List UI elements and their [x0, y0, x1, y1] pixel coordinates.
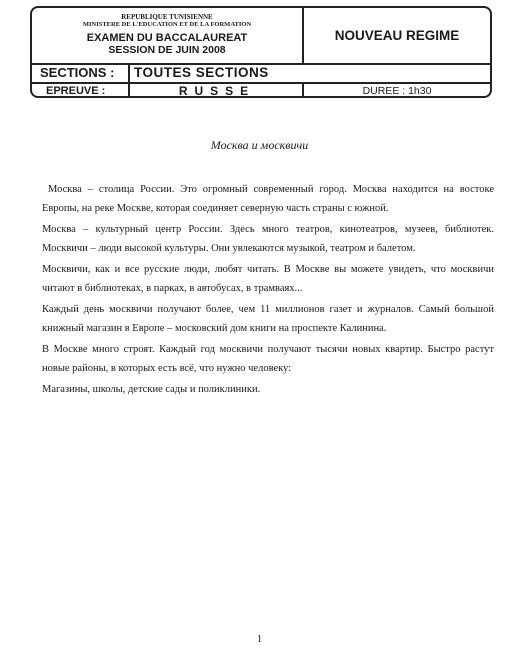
- exam-header-box: [30, 6, 492, 98]
- sections-label: SECTIONS :: [32, 63, 130, 82]
- epreuve-row: [32, 84, 490, 98]
- sections-row: [32, 63, 490, 84]
- epreuve-label: EPREUVE :: [32, 84, 130, 98]
- paragraph: Москва – столица России. Это огромный современный город. Москва находится на востоке Европы, на реке Москве, которая соединяет северную часть страны с южной.: [42, 184, 494, 214]
- sections-value: TOUTES SECTIONS: [134, 65, 269, 80]
- header-top-row: [32, 8, 490, 65]
- paragraph: Москвичи, как и все русские люди, любят читать. В Москве вы можете увидеть, что москвичи читают в библиотеках, в парках, в автобусах, в трамваях...: [42, 264, 494, 294]
- text-title: Москва и москвичи: [210, 138, 309, 152]
- page-number: 1: [256, 634, 263, 645]
- regime-label: NOUVEAU REGIME: [334, 28, 460, 43]
- paragraph: В Москве много строят. Каждый год москвичи получают тысячи новых квартир. Быстро растут новые районы, в которых есть всё, что нужно человеку:: [42, 344, 494, 374]
- institution-block: [32, 8, 304, 63]
- epreuve-value: RUSSE: [132, 84, 304, 98]
- reading-text: [42, 181, 494, 403]
- session-label: SESSION DE JUIN 2008: [108, 44, 226, 56]
- exam-label: EXAMEN DU BACCALAUREAT: [86, 32, 248, 44]
- paragraph: Магазины, школы, детские сады и поликлиники.: [42, 384, 261, 395]
- paragraph: Москва – культурный центр России. Здесь много театров, кинотеатров, музеев, библиотек. Москвичи – люди высокой культуры. Они увлекаются музыкой, театром и балетом.: [42, 224, 494, 254]
- republic-label: REPUBLIQUE TUNISIENNE: [121, 13, 213, 21]
- duration-label: DUREE : 1h30: [362, 85, 432, 97]
- paragraph: Каждый день москвичи получают более, чем 11 миллионов газет и журналов. Самый большой книжный магазин в Европе – московский дом книги на проспекте Калинина.: [42, 304, 494, 334]
- ministry-label: MINISTERE DE L'EDUCATION ET DE LA FORMATION: [82, 21, 252, 28]
